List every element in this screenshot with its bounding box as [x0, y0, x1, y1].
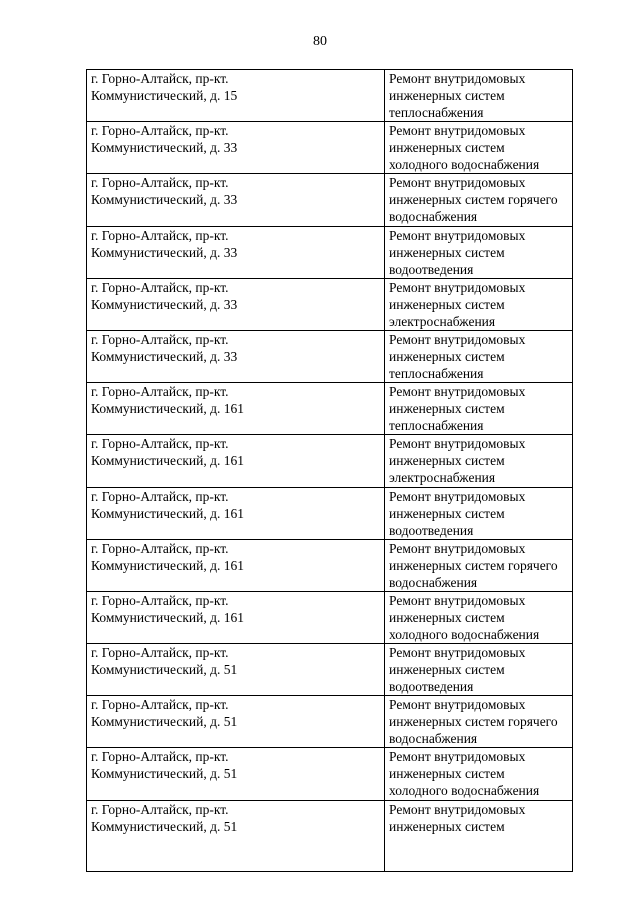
- work-type-cell: Ремонт внутридомовых инженерных систем горячего водоснабжения: [385, 696, 573, 748]
- work-type-cell: Ремонт внутридомовых инженерных систем электроснабжения: [385, 435, 573, 487]
- work-type-cell: Ремонт внутридомовых инженерных систем теплоснабжения: [385, 70, 573, 122]
- address-cell: г. Горно-Алтайск, пр-кт. Коммунистический, д. 51: [87, 800, 385, 871]
- work-type-cell: Ремонт внутридомовых инженерных систем холодного водоснабжения: [385, 591, 573, 643]
- table-row: [87, 226, 573, 278]
- address-cell: г. Горно-Алтайск, пр-кт. Коммунистический, д. 51: [87, 748, 385, 800]
- table-row: [87, 174, 573, 226]
- table-row: [87, 487, 573, 539]
- address-cell: г. Горно-Алтайск, пр-кт. Коммунистический, д. 33: [87, 226, 385, 278]
- work-type-cell: Ремонт внутридомовых инженерных систем водоотведения: [385, 644, 573, 696]
- address-cell: г. Горно-Алтайск, пр-кт. Коммунистический, д. 161: [87, 591, 385, 643]
- work-type-cell: Ремонт внутридомовых инженерных систем горячего водоснабжения: [385, 174, 573, 226]
- table-row: [87, 539, 573, 591]
- address-cell: г. Горно-Алтайск, пр-кт. Коммунистический, д. 33: [87, 330, 385, 382]
- work-type-cell: Ремонт внутридомовых инженерных систем теплоснабжения: [385, 330, 573, 382]
- address-cell: г. Горно-Алтайск, пр-кт. Коммунистический, д. 161: [87, 487, 385, 539]
- table-row: [87, 644, 573, 696]
- table-row: [87, 435, 573, 487]
- table-row: [87, 330, 573, 382]
- work-type-cell: Ремонт внутридомовых инженерных систем водоотведения: [385, 226, 573, 278]
- table-row: [87, 122, 573, 174]
- address-cell: г. Горно-Алтайск, пр-кт. Коммунистический, д. 161: [87, 383, 385, 435]
- address-cell: г. Горно-Алтайск, пр-кт. Коммунистический, д. 51: [87, 644, 385, 696]
- repair-works-table: [86, 69, 573, 872]
- table-row: [87, 70, 573, 122]
- work-type-cell: Ремонт внутридомовых инженерных систем холодного водоснабжения: [385, 748, 573, 800]
- address-cell: г. Горно-Алтайск, пр-кт. Коммунистический, д. 15: [87, 70, 385, 122]
- table-row: [87, 800, 573, 871]
- work-type-cell: Ремонт внутридомовых инженерных систем горячего водоснабжения: [385, 539, 573, 591]
- table-row: [87, 591, 573, 643]
- address-cell: г. Горно-Алтайск, пр-кт. Коммунистический, д. 33: [87, 174, 385, 226]
- address-cell: г. Горно-Алтайск, пр-кт. Коммунистический, д. 51: [87, 696, 385, 748]
- table-row: [87, 383, 573, 435]
- work-type-cell: Ремонт внутридомовых инженерных систем теплоснабжения: [385, 383, 573, 435]
- work-type-cell: Ремонт внутридомовых инженерных систем электроснабжения: [385, 278, 573, 330]
- work-type-cell: Ремонт внутридомовых инженерных систем холодного водоснабжения: [385, 122, 573, 174]
- table-row: [87, 278, 573, 330]
- work-type-cell: Ремонт внутридомовых инженерных систем водоотведения: [385, 487, 573, 539]
- address-cell: г. Горно-Алтайск, пр-кт. Коммунистический, д. 161: [87, 435, 385, 487]
- address-cell: г. Горно-Алтайск, пр-кт. Коммунистический, д. 161: [87, 539, 385, 591]
- table-row: [87, 748, 573, 800]
- address-cell: г. Горно-Алтайск, пр-кт. Коммунистический, д. 33: [87, 122, 385, 174]
- address-cell: г. Горно-Алтайск, пр-кт. Коммунистический, д. 33: [87, 278, 385, 330]
- table-row: [87, 696, 573, 748]
- page-number: 80: [313, 34, 327, 49]
- work-type-cell: Ремонт внутридомовых инженерных систем: [385, 800, 573, 871]
